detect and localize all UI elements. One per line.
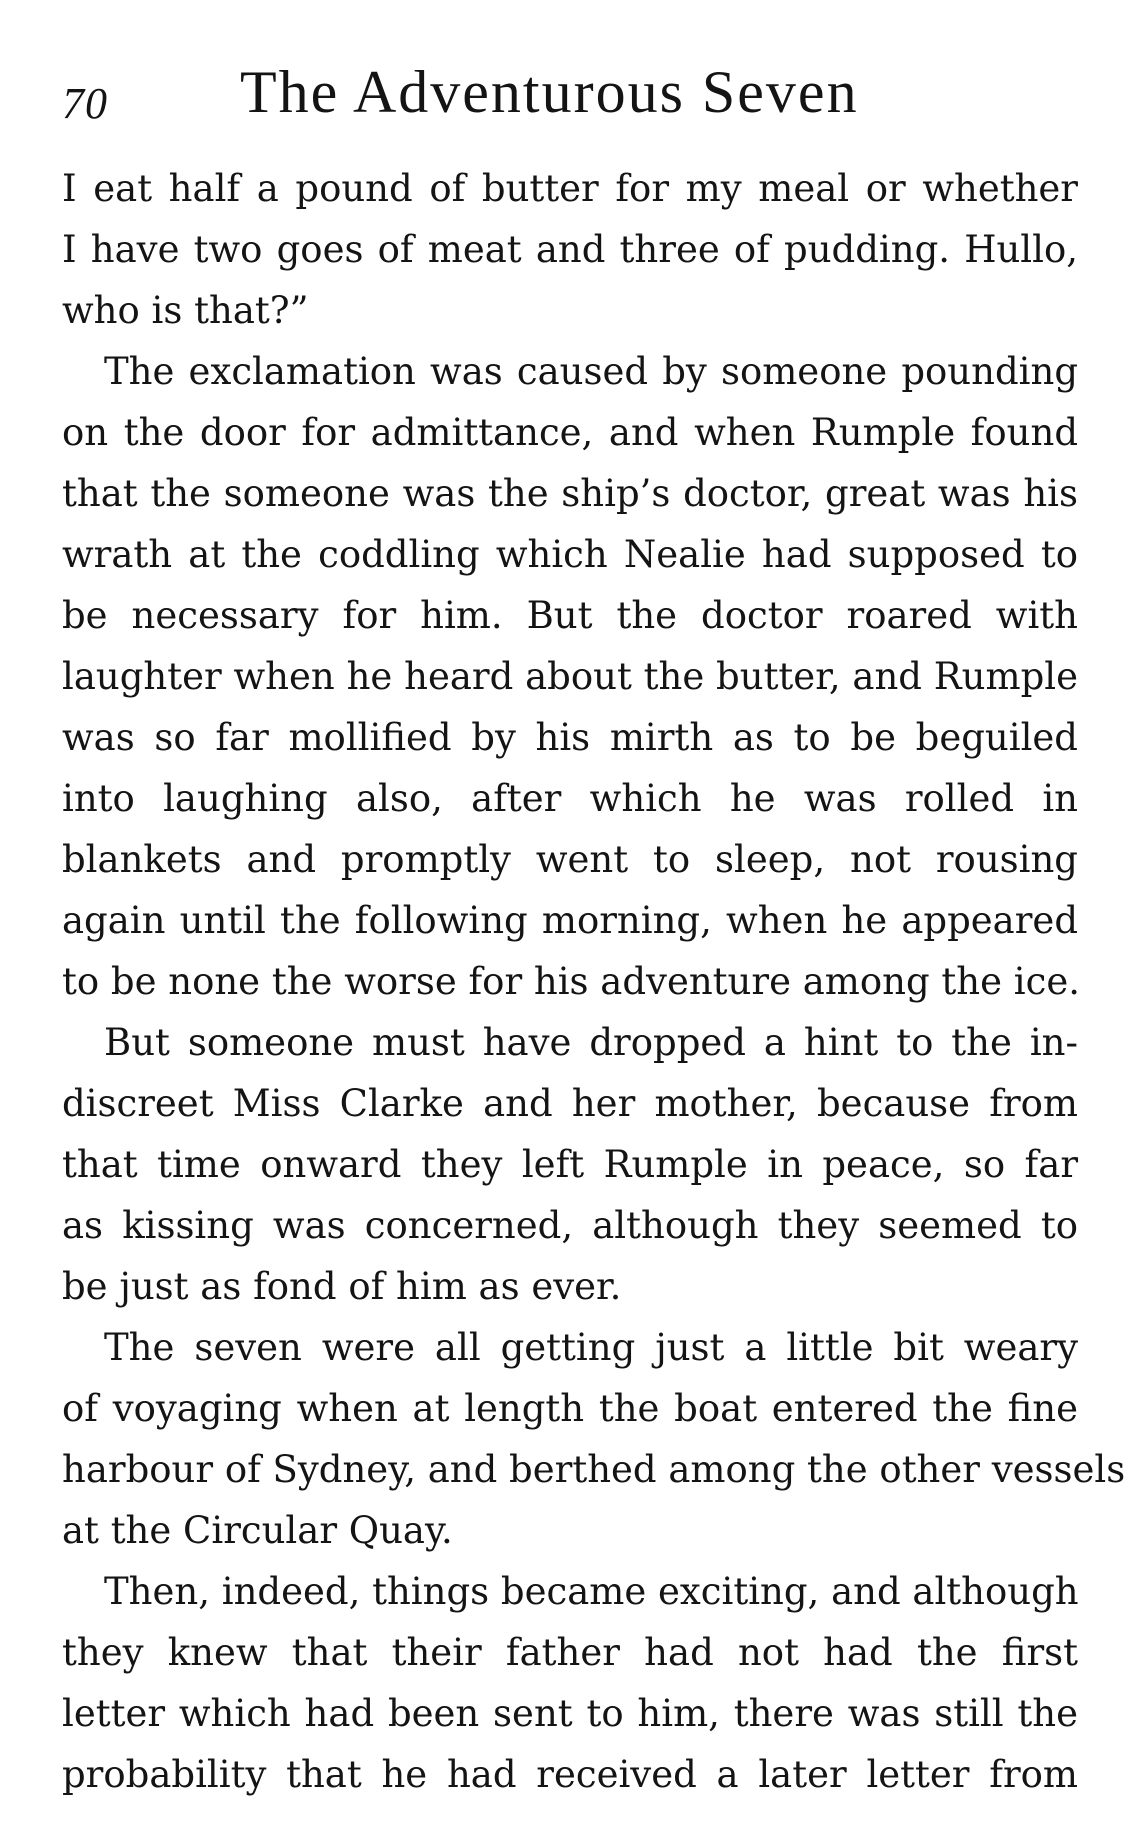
text-line: be just as fond of him as ever. xyxy=(62,1265,622,1308)
text-line: as kissing was concerned, although they seemed to xyxy=(62,1204,1078,1247)
text-line: Then, indeed, things became exciting, and although xyxy=(104,1570,1079,1613)
text-line: letter which had been sent to him, there was still the xyxy=(62,1692,1078,1735)
text-line: blankets and promptly went to sleep, not rousing xyxy=(62,838,1078,881)
text-line: of voyaging when at length the boat entered the fine xyxy=(62,1387,1078,1430)
text-line: laughter when he heard about the butter, and Rumple xyxy=(62,655,1078,698)
text-line: again until the following morning, when he appeared xyxy=(62,899,1078,942)
text-line: they knew that their father had not had the first xyxy=(62,1631,1078,1674)
running-head xyxy=(62,58,1072,138)
text-line: The seven were all getting just a little bit weary xyxy=(104,1326,1078,1369)
text-line: wrath at the coddling which Nealie had supposed to xyxy=(62,533,1078,576)
page-number: 70 xyxy=(62,79,108,128)
text-line: on the door for admittance, and when Rumple found xyxy=(62,411,1078,454)
text-line: I have two goes of meat and three of pudding. Hullo, xyxy=(62,228,1078,271)
text-line: be necessary for him. But the doctor roared with xyxy=(62,594,1078,637)
paragraph xyxy=(62,158,1078,341)
text-line: to be none the worse for his adventure among the ice. xyxy=(62,960,1080,1003)
paragraph xyxy=(62,341,1078,1012)
text-line: probability that he had received a later letter from xyxy=(62,1753,1078,1796)
text-line: harbour of Sydney, and berthed among the other vessels xyxy=(62,1448,1126,1491)
paragraph xyxy=(62,1012,1078,1317)
text-line: that the someone was the ship’s doctor, great was his xyxy=(62,472,1078,515)
text-line: who is that?” xyxy=(62,289,309,332)
text-line: The exclamation was caused by someone pounding xyxy=(104,350,1078,393)
text-line: discreet Miss Clarke and her mother, because from xyxy=(62,1082,1078,1125)
text-line: at the Circular Quay. xyxy=(62,1509,453,1552)
running-title: The Adventurous Seven xyxy=(240,59,859,125)
body-text xyxy=(62,158,1126,1805)
text-line: was so far mollified by his mirth as to be beguiled xyxy=(62,716,1078,759)
paragraph xyxy=(62,1317,1126,1561)
text-line: But someone must have dropped a hint to the in- xyxy=(104,1021,1078,1064)
text-line: I eat half a pound of butter for my meal or whether xyxy=(62,167,1078,210)
paragraph xyxy=(62,1561,1078,1805)
text-line: into laughing also, after which he was rolled in xyxy=(62,777,1078,820)
text-line: that time onward they left Rumple in peace, so far xyxy=(62,1143,1078,1186)
